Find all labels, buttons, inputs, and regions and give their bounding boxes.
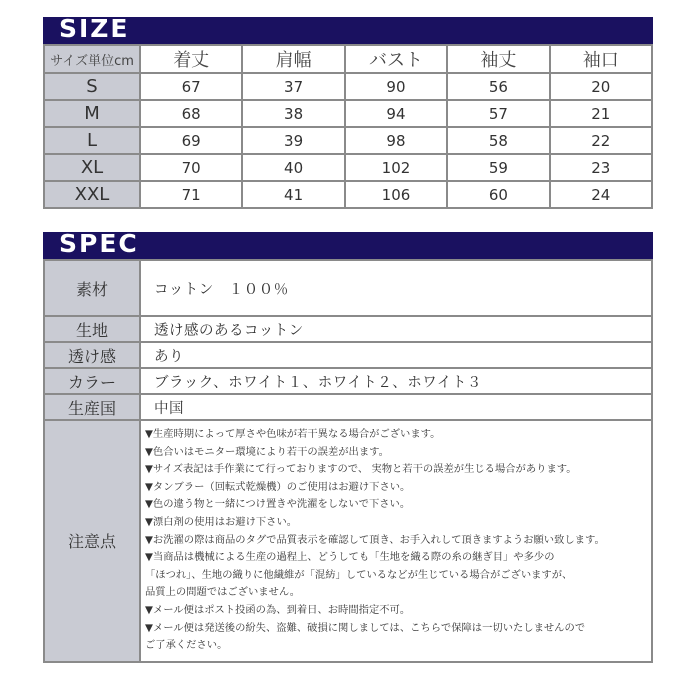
- note-item: ▼色合いはモニター環境により若干の誤差が出ます。: [145, 445, 389, 458]
- table-cell: 68: [140, 100, 242, 127]
- table-cell: 106: [345, 181, 447, 208]
- table-cell: 98: [345, 127, 447, 154]
- column-header: 肩幅: [242, 45, 344, 73]
- table-cell: 67: [140, 73, 242, 100]
- table-cell: 56: [447, 73, 549, 100]
- table-cell: 40: [242, 154, 344, 181]
- spec-row-material: [44, 260, 652, 316]
- notes-list: [140, 420, 652, 662]
- note-item: ▼タンブラー（回転式乾燥機）のご使用はお避け下さい。: [145, 480, 411, 493]
- table-row: [44, 73, 652, 100]
- table-cell: 20: [550, 73, 652, 100]
- note-item: ▼サイズ表記は手作業にて行っておりますので、 実物と若干の誤差が生じる場合があります。: [145, 463, 577, 476]
- size-title: SIZE: [59, 14, 130, 43]
- table-row: [44, 127, 652, 154]
- unit-label: サイズ単位cm: [44, 45, 140, 73]
- size-label: S: [44, 73, 140, 100]
- spec-label: カラー: [44, 368, 140, 394]
- table-cell: 60: [447, 181, 549, 208]
- column-header: 袖口: [550, 45, 652, 73]
- table-cell: 71: [140, 181, 242, 208]
- table-cell: 94: [345, 100, 447, 127]
- table-cell: 24: [550, 181, 652, 208]
- table-cell: 22: [550, 127, 652, 154]
- spec-row-color: [44, 368, 652, 394]
- table-cell: 69: [140, 127, 242, 154]
- spec-row-fabric: [44, 316, 652, 342]
- note-item: ▼当商品は機械による生産の過程上、どうしても「生地を織る際の糸の継ぎ目」や多少の: [145, 551, 555, 564]
- note-item: 「ほつれ」、生地の織りに他繊維が「混紡」しているなどが生じている場合がございますが、: [145, 568, 573, 581]
- table-cell: 38: [242, 100, 344, 127]
- spec-label: 素材: [44, 260, 140, 316]
- size-header-bar: [43, 14, 653, 44]
- spec-row-sheerness: [44, 342, 652, 368]
- table-cell: 58: [447, 127, 549, 154]
- note-item: ▼メール便は発送後の紛失、盗難、破損に関しましては、こちらで保障は一切いたしませんので: [145, 621, 586, 634]
- table-row: [44, 181, 652, 208]
- size-label: XL: [44, 154, 140, 181]
- size-label: M: [44, 100, 140, 127]
- spec-row-origin: [44, 394, 652, 420]
- column-header: 袖丈: [447, 45, 549, 73]
- table-cell: 39: [242, 127, 344, 154]
- spec-label: 生地: [44, 316, 140, 342]
- table-cell: 90: [345, 73, 447, 100]
- spec-section: [43, 229, 653, 663]
- column-header: バスト: [345, 45, 447, 73]
- table-cell: 59: [447, 154, 549, 181]
- spec-value: あり: [140, 342, 652, 368]
- spec-table: [43, 259, 653, 663]
- spec-label: 生産国: [44, 394, 140, 420]
- column-header: 着丈: [140, 45, 242, 73]
- note-item: ▼漂白剤の使用はお避け下さい。: [145, 515, 298, 528]
- size-table-header-row: [44, 45, 652, 73]
- table-cell: 57: [447, 100, 549, 127]
- spec-value: コットン １００％: [140, 260, 652, 316]
- table-cell: 23: [550, 154, 652, 181]
- note-item: ▼色の違う物と一緒につけ置きや洗濯をしないで下さい。: [145, 498, 411, 511]
- spec-header-bar: [43, 229, 653, 259]
- note-item: ▼お洗濯の際は商品のタグで品質表示を確認して頂き、お手入れして頂きますようお願い致します。: [145, 533, 605, 546]
- note-item: ▼メール便はポスト投函の為、到着日、お時間指定不可。: [145, 603, 411, 616]
- spec-value: 透け感のあるコットン: [140, 316, 652, 342]
- table-row: [44, 154, 652, 181]
- note-item: 品質上の問題ではございません。: [145, 586, 301, 599]
- note-item: ご了承ください。: [145, 639, 228, 652]
- spec-label: 透け感: [44, 342, 140, 368]
- size-label: XXL: [44, 181, 140, 208]
- spec-value: ブラック、ホワイト１、ホワイト２、ホワイト３: [140, 368, 652, 394]
- size-table: [43, 44, 653, 209]
- size-label: L: [44, 127, 140, 154]
- spec-value: 中国: [140, 394, 652, 420]
- size-section: [43, 14, 653, 209]
- spec-row-notes: [44, 420, 652, 662]
- table-cell: 37: [242, 73, 344, 100]
- table-row: [44, 100, 652, 127]
- note-item: ▼生産時期によって厚さや色味が若干異なる場合がございます。: [145, 428, 441, 440]
- spec-title: SPEC: [59, 229, 139, 258]
- table-cell: 41: [242, 181, 344, 208]
- notes-label: 注意点: [44, 420, 140, 662]
- table-cell: 21: [550, 100, 652, 127]
- table-cell: 70: [140, 154, 242, 181]
- table-cell: 102: [345, 154, 447, 181]
